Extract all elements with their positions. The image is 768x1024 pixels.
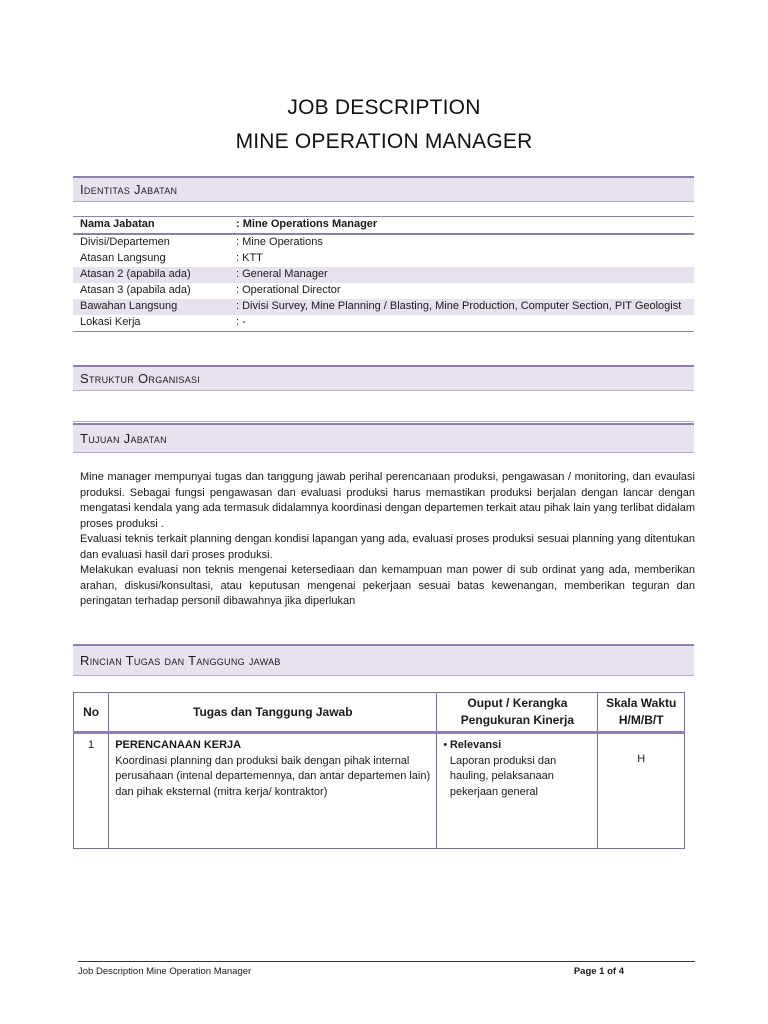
column-header-line: Pengukuran Kinerja xyxy=(460,713,575,727)
duties-table xyxy=(73,692,685,849)
field-label: Divisi/Departemen xyxy=(80,236,170,248)
bullet-icon: • xyxy=(443,739,448,751)
field-label: Atasan 2 (apabila ada) xyxy=(73,267,229,283)
time-scale-cell: H xyxy=(598,733,685,849)
page-number: Page 1 of 4 xyxy=(573,966,624,977)
column-header xyxy=(437,693,598,733)
field-label: Bawahan Langsung xyxy=(73,299,229,315)
section-heading: Tujuan Jabatan xyxy=(80,431,167,446)
table-row xyxy=(74,733,685,849)
section-heading: Rincian Tugas dan Tanggung jawab xyxy=(80,653,281,668)
column-header-line: H/M/B/T xyxy=(618,713,664,727)
field-value: : Mine Operations Manager xyxy=(229,217,694,235)
field-label: Atasan Langsung xyxy=(80,252,166,264)
section-tujuan-jabatan xyxy=(73,423,694,453)
column-header xyxy=(598,693,685,733)
table-row xyxy=(73,251,694,267)
section-identitas-jabatan xyxy=(73,176,694,202)
field-label: Nama Jabatan xyxy=(73,217,229,235)
field-value: : Divisi Survey, Mine Planning / Blasting, Mine Production, Computer Section, PIT Geologist xyxy=(229,299,694,315)
output-cell xyxy=(437,733,598,849)
field-value: : Mine Operations xyxy=(236,236,323,248)
table-row xyxy=(73,299,694,315)
output-bullet xyxy=(443,738,591,800)
document-title: JOB DESCRIPTION xyxy=(287,96,481,119)
footer-title: Job Description Mine Operation Manager xyxy=(78,966,252,977)
field-value: : Operational Director xyxy=(236,284,341,296)
org-chart-area xyxy=(73,391,694,422)
paragraph: Mine manager mempunyai tugas dan tanggung jawab perihal perencanaan produksi, pengawasan / monitoring, dan evaulasi produksi. Sebagai fungsi pengawasan dan evaluasi produksi harus memastikan produksi berjalan dengan lancar dengan mengatasi kendala yang ada termasuk didalamnya koordinasi dengan departemen terkait atau pihak lain yang terlibat didalam proses produksi . xyxy=(80,471,695,530)
output-title: Relevansi xyxy=(449,739,502,751)
duty-cell xyxy=(109,733,437,849)
column-header: No xyxy=(74,693,109,733)
duty-description: Koordinasi planning dan produksi baik dengan pihak internal perusahaan (intenal departemennya, dan antar departemen lain) dan pihak eksternal (mitra kerja/ kontraktor) xyxy=(115,754,431,798)
field-value: : - xyxy=(229,315,694,332)
document-subtitle: MINE OPERATION MANAGER xyxy=(235,130,533,153)
section-heading: Identitas Jabatan xyxy=(80,182,178,197)
field-label: Lokasi Kerja xyxy=(73,315,229,332)
column-header-line: Skala Waktu xyxy=(606,696,677,710)
page-footer xyxy=(78,961,695,977)
column-header: Tugas dan Tanggung Jawab xyxy=(109,693,437,733)
table-row xyxy=(73,267,694,283)
table-row xyxy=(73,217,694,235)
field-label: Atasan 3 (apabila ada) xyxy=(80,284,191,296)
purpose-text xyxy=(80,470,695,610)
table-header-row xyxy=(74,693,685,733)
section-struktur-organisasi xyxy=(73,365,694,391)
table-row xyxy=(73,234,694,251)
row-number: 1 xyxy=(74,733,109,849)
output-description: Laporan produksi dan hauling, pelaksanaan pekerjaan general xyxy=(449,754,557,798)
section-heading: Struktur Organisasi xyxy=(80,371,201,386)
table-row xyxy=(73,283,694,299)
paragraph: Melakukan evaluasi non teknis mengenai ketersediaan dan kemampuan man power di sub ordinat yang ada, memberikan arahan, diskusi/konsultasi, atau keputusan mengenai pekerjaan sesuai batas kewenangan, memberikan teguran dan peringatan terhadap personil dibawahnya jika diperlukan xyxy=(80,564,695,607)
duty-title: PERENCANAAN KERJA xyxy=(115,739,242,751)
field-value: : KTT xyxy=(236,252,263,264)
section-rincian-tugas xyxy=(73,644,694,676)
paragraph: Evaluasi teknis terkait planning dengan kondisi lapangan yang ada, evaluasi proses produksi sesuai planning yang ditentukan dan evaluasi hasil dari proses produksi. xyxy=(80,533,695,561)
table-row xyxy=(73,315,694,332)
field-value: : General Manager xyxy=(229,267,694,283)
column-header-line: Ouput / Kerangka xyxy=(467,696,568,710)
identity-table xyxy=(73,216,694,332)
